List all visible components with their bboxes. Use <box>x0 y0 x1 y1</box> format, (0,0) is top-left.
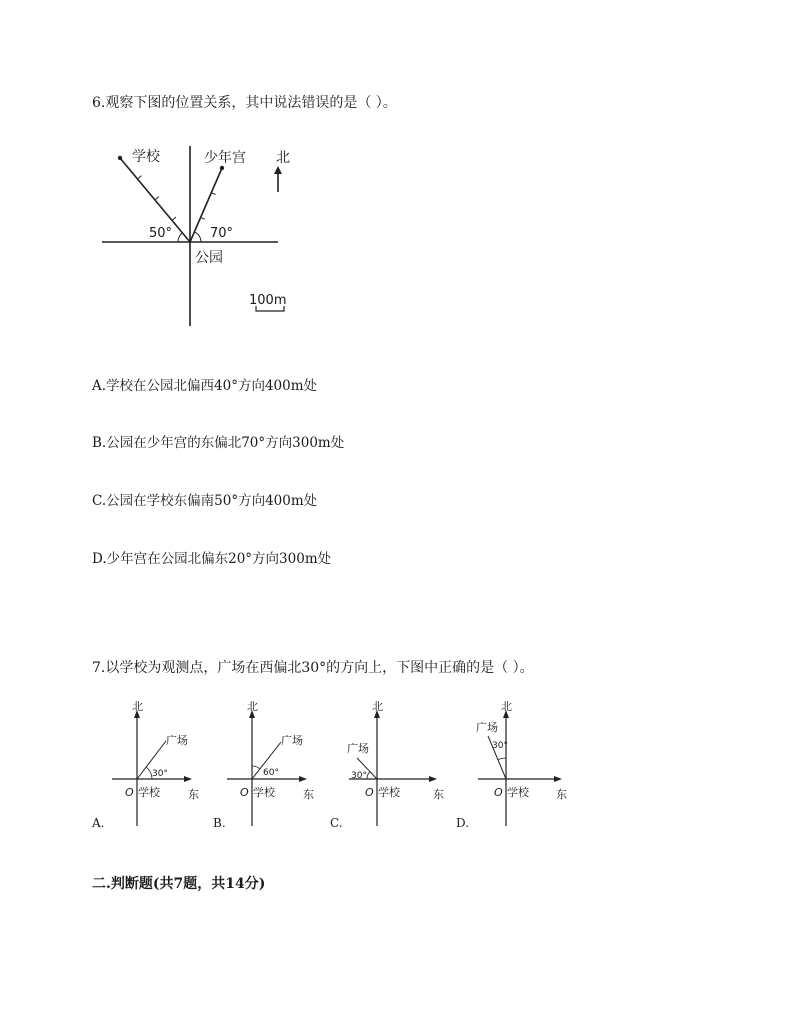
school-point <box>118 156 122 160</box>
school-tick-1 <box>172 217 176 220</box>
q7-figure-a[interactable] <box>110 698 210 828</box>
north-label: 北 <box>501 700 512 713</box>
north-label: 北 <box>372 700 383 713</box>
east-label: 东 <box>188 788 199 801</box>
east-label: 东 <box>556 788 567 801</box>
school-label: 学校 <box>253 786 275 799</box>
square-label: 广场 <box>347 742 369 755</box>
palace-tick-1 <box>201 217 205 219</box>
origin-label: O <box>494 786 503 799</box>
north-label: 北 <box>132 700 143 713</box>
origin-label: O <box>365 786 374 799</box>
origin-label: O <box>240 786 249 799</box>
angle-arc <box>498 758 506 760</box>
palace-tick-2 <box>211 193 215 195</box>
q7-option-c-letter[interactable]: C. <box>330 816 343 830</box>
school-label: 学校 <box>378 786 400 799</box>
east-arrow-icon <box>429 776 437 782</box>
question-6-stem: 6.观察下图的位置关系，其中说法错误的是（ ）。 <box>92 95 397 111</box>
east-label: 东 <box>433 788 444 801</box>
q7-option-b-letter[interactable]: B. <box>213 816 226 830</box>
school-tick-3 <box>138 176 142 179</box>
q7-figure-b[interactable] <box>225 698 325 828</box>
angle-label: 30° <box>152 769 168 779</box>
park-label: 公园 <box>195 250 223 266</box>
palace-angle-arc <box>194 232 201 242</box>
east-arrow-icon <box>299 776 307 782</box>
east-arrow-icon <box>554 776 562 782</box>
question-7-stem: 7.以学校为观测点，广场在西偏北30°的方向上，下图中正确的是（ ）。 <box>92 660 534 676</box>
q6-option-b[interactable]: B.公园在少年宫的东偏北70°方向300m处 <box>92 435 345 451</box>
question-6-figure <box>100 140 300 330</box>
q7-option-a-letter[interactable]: A. <box>92 816 105 830</box>
youth-palace-label: 少年宫 <box>204 150 246 166</box>
square-label: 广场 <box>476 721 498 734</box>
north-label: 北 <box>247 700 258 713</box>
angle-label: 30° <box>492 741 508 751</box>
youth-palace-point <box>220 166 224 170</box>
palace-angle-label: 70° <box>210 226 234 241</box>
north-label: 北 <box>276 150 290 166</box>
school-label: 学校 <box>507 786 529 799</box>
school-tick-2 <box>155 197 159 200</box>
square-label: 广场 <box>281 734 303 747</box>
school-label: 学校 <box>138 786 160 799</box>
school-angle-arc <box>178 233 182 242</box>
q7-figure-c[interactable] <box>345 698 450 828</box>
north-arrow-icon <box>274 166 282 174</box>
angle-arc <box>367 772 370 779</box>
q7-option-d-letter[interactable]: D. <box>456 816 470 830</box>
q6-option-a[interactable]: A.学校在公园北偏西40°方向400m处 <box>92 378 318 394</box>
angle-arc <box>252 766 260 769</box>
angle-label: 30° <box>351 771 367 781</box>
school-label: 学校 <box>132 149 160 165</box>
east-arrow-icon <box>184 776 192 782</box>
square-label: 广场 <box>166 734 188 747</box>
q7-figure-d[interactable] <box>472 698 572 828</box>
scale-label: 100m <box>249 293 287 308</box>
q6-option-c[interactable]: C.公园在学校东偏南50°方向400m处 <box>92 493 318 509</box>
school-angle-label: 50° <box>149 226 173 241</box>
origin-label: O <box>125 786 134 799</box>
q6-option-d[interactable]: D.少年宫在公园北偏东20°方向300m处 <box>92 551 332 567</box>
east-label: 东 <box>303 788 314 801</box>
section-2-title: 二.判断题(共7题，共14分) <box>92 876 266 892</box>
angle-label: 60° <box>263 768 279 778</box>
